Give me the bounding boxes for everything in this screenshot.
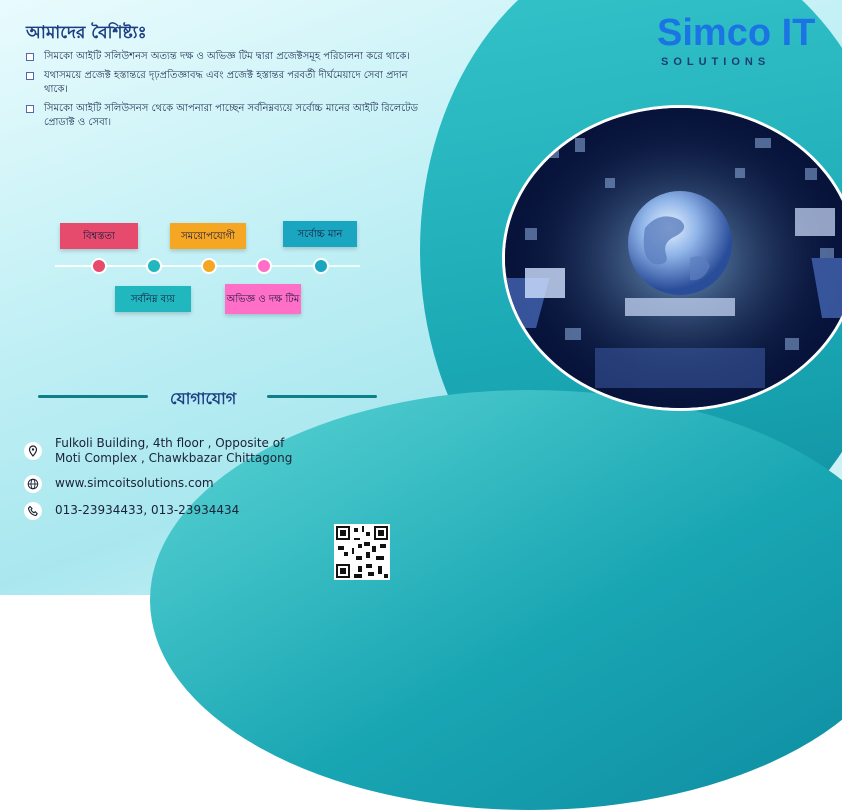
tag-lowest-cost: [115, 286, 191, 312]
tag-label: সময়োপযোগী: [181, 230, 235, 242]
feature-text: যথাসময়ে প্রজেক্ট হস্তান্তরে দৃঢ়প্রতিজ্ঞাবদ্ধ এবং প্রজেক্ট হস্তান্তর পরবর্তী দীর্ঘমেয়াদে সেবা প্রদান থাকে।: [44, 70, 408, 95]
tag-label: সর্বনিম্ন ব্যয়: [130, 293, 176, 305]
bullet-icon: [26, 72, 34, 80]
tag-quality: [283, 221, 357, 247]
address-line: Moti Complex , Chawkbazar Chittagong: [55, 451, 293, 465]
brand-sub: SOLUTIONS: [661, 56, 771, 68]
divider-left: [38, 395, 148, 398]
features-list: [26, 50, 421, 135]
feature-text: সিমকো আইটি সলিউসনস থেকে আপনারা পাচ্ছেন সর্বনিম্নব্যয়ে সর্বোচ্চ মানের আইটি রিলেটেড প্রোডাক্ট ও সেবা।: [44, 103, 418, 128]
tag-timely: [170, 223, 246, 249]
globe-network-image: [502, 105, 842, 411]
phone-icon: [24, 502, 42, 520]
tag-trust: [60, 223, 138, 249]
address-line: Fulkoli Building, 4th floor , Opposite of: [55, 436, 285, 450]
timeline-dot: [91, 258, 107, 274]
phone-number: 013-23934433, 013-23934434: [55, 503, 240, 517]
divider-right: [267, 395, 377, 398]
feature-text: সিমকো আইটি সলিউশনস অত্যন্ত দক্ষ ও অভিজ্ঞ টিম দ্বারা প্রজেক্টসমূহ পরিচালনা করে থাকে।: [44, 51, 410, 62]
feature-item: [26, 69, 421, 97]
bullet-icon: [26, 53, 34, 61]
timeline-dot: [201, 258, 217, 274]
tag-label: সর্বোচ্চ মান: [297, 228, 343, 240]
features-heading: আমাদের বৈশিষ্ট্যঃ: [26, 23, 147, 43]
tag-label: অভিজ্ঞ ও দক্ষ টিম: [226, 293, 300, 305]
tag-label: বিশ্বস্ততা: [83, 230, 115, 242]
website-link[interactable]: www.simcoitsolutions.com: [55, 476, 214, 490]
location-icon: [24, 442, 42, 460]
bullet-icon: [26, 105, 34, 113]
contact-heading: যোগাযোগ: [170, 389, 237, 408]
tag-expert-team: [225, 284, 301, 314]
feature-item: [26, 50, 421, 64]
brand-name: Simco IT: [657, 12, 816, 54]
timeline-dot: [146, 258, 162, 274]
address: [55, 436, 292, 466]
globe-icon: [24, 475, 42, 493]
brand-logo: [657, 14, 822, 74]
feature-item: [26, 102, 421, 130]
qr-code: [334, 524, 390, 580]
timeline-dot: [256, 258, 272, 274]
timeline-dot: [313, 258, 329, 274]
